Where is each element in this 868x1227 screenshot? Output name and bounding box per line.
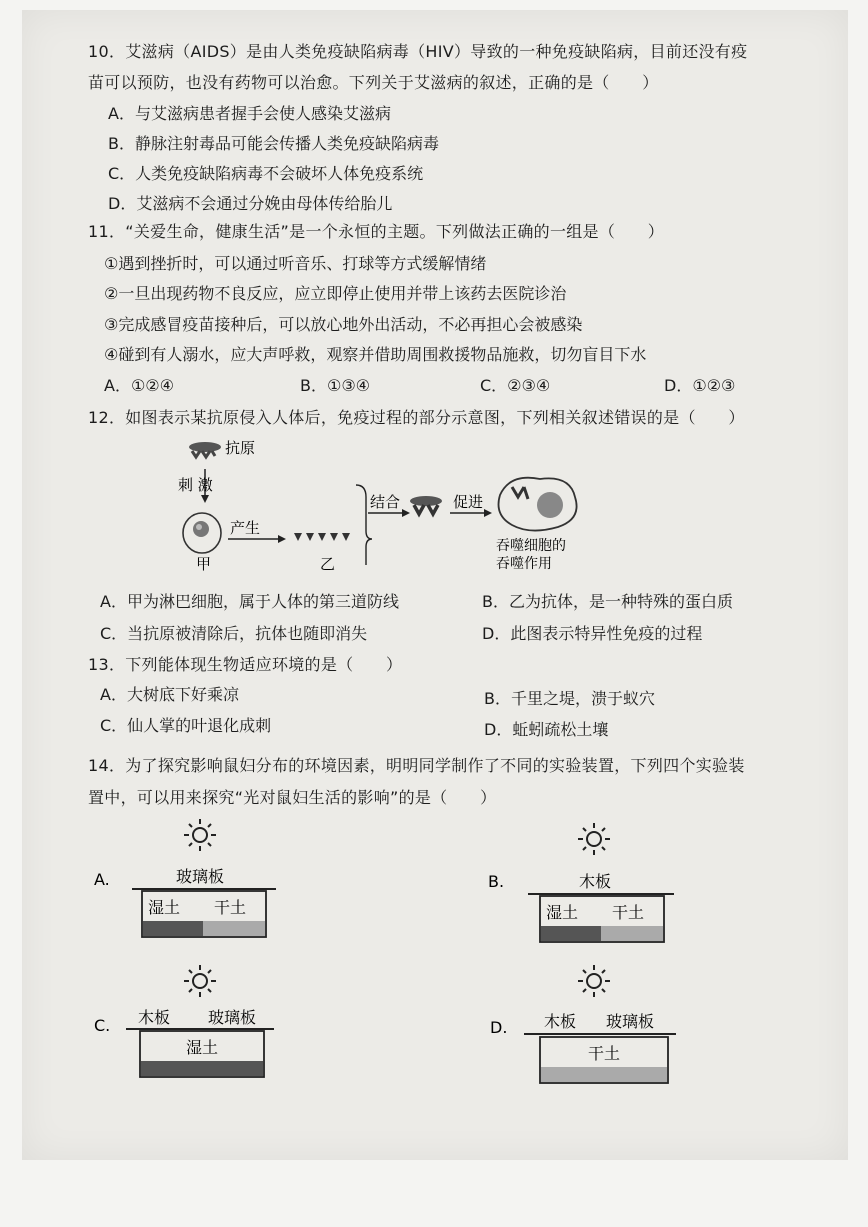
- setup-d-cover-left: 木板: [544, 1012, 577, 1031]
- q11-stem: 11．“关爱生命，健康生活”是一个永恒的主题。下列做法正确的一组是（ ）: [88, 222, 665, 241]
- q11-item-2: ②一旦出现药物不良反应，应立即停止使用并带上该药去医院诊治: [104, 284, 567, 303]
- q11-option-d[interactable]: D．①②③: [664, 376, 736, 395]
- setup-b-letter: B.: [488, 872, 505, 891]
- q12-option-c[interactable]: C．当抗原被清除后，抗体也随即消失: [100, 624, 368, 643]
- sun-icon: [184, 819, 216, 851]
- q11-item-3: ③完成感冒疫苗接种后，可以放心地外出活动，不必再担心会被感染: [104, 315, 583, 334]
- setup-c-letter: C.: [94, 1016, 111, 1035]
- q12-option-d[interactable]: D．此图表示特异性免疫的过程: [482, 624, 703, 643]
- combine-label: 结合: [370, 493, 401, 511]
- q11-option-a[interactable]: A．①②④: [104, 376, 174, 395]
- phagocyte-label-1: 吞噬细胞的: [496, 538, 566, 554]
- q12-option-b[interactable]: B．乙为抗体，是一种特殊的蛋白质: [482, 592, 733, 611]
- q10-stem-line2: 苗可以预防，也没有药物可以治愈。下列关于艾滋病的叙述，正确的是（ ）: [88, 73, 659, 92]
- antibody-icons: [294, 533, 350, 541]
- q10-option-a[interactable]: A．与艾滋病患者握手会使人感染艾滋病: [108, 104, 391, 123]
- setup-d[interactable]: [484, 955, 684, 1090]
- setup-a[interactable]: [90, 815, 290, 945]
- q12-option-a[interactable]: A．甲为淋巴细胞，属于人体的第三道防线: [100, 592, 399, 611]
- setup-c[interactable]: [90, 955, 290, 1085]
- q13-option-d[interactable]: D．蚯蚓疏松土壤: [484, 720, 609, 739]
- cell-a-label: 甲: [196, 555, 212, 573]
- setup-c-cover-right: 玻璃板: [208, 1008, 257, 1027]
- antigen-antibody-complex-icon: [410, 496, 442, 514]
- q12-stem: 12．如图表示某抗原侵入人体后，免疫过程的部分示意图，下列相关叙述错误的是（ ）: [88, 408, 745, 427]
- setup-a-left-soil: 湿土: [148, 898, 181, 917]
- setup-d-letter: D.: [490, 1018, 508, 1037]
- q13-option-a[interactable]: A．大树底下好乘凉: [100, 685, 239, 704]
- setup-c-cover-left: 木板: [138, 1008, 171, 1027]
- setup-d-cover-right: 玻璃板: [606, 1012, 655, 1031]
- antibody-label: 乙: [320, 555, 336, 573]
- immune-process-diagram: [170, 435, 610, 575]
- q13-stem: 13．下列能体现生物适应环境的是（ ）: [88, 655, 403, 674]
- setup-b-right-soil: 干土: [612, 903, 645, 922]
- sun-icon: [578, 823, 610, 855]
- q10-stem-line1: 10．艾滋病（AIDS）是由人类免疫缺陷病毒（HIV）导致的一种免疫缺陷病，目前还没有疫: [88, 42, 748, 61]
- q10-option-c[interactable]: C．人类免疫缺陷病毒不会破坏人体免疫系统: [108, 164, 424, 183]
- q11-item-4: ④碰到有人溺水，应大声呼救，观察并借助周围救援物品施救，切勿盲目下水: [104, 345, 647, 364]
- q14-stem-line2: 置中，可以用来探究“光对鼠妇生活的影响”的是（ ）: [88, 788, 497, 807]
- lymphocyte-cell-icon: [183, 513, 221, 553]
- q14-stem-line1: 14．为了探究影响鼠妇分布的环境因素，明明同学制作了不同的实验装置，下列四个实验装: [88, 756, 745, 775]
- phagocyte-icon: [499, 478, 577, 531]
- setup-b-cover-label: 木板: [579, 872, 612, 891]
- q11-option-b[interactable]: B．①③④: [300, 376, 371, 395]
- sun-icon: [578, 965, 610, 997]
- setup-a-right-soil: 干土: [214, 898, 247, 917]
- q13-option-c[interactable]: C．仙人掌的叶退化成刺: [100, 716, 272, 735]
- q13-option-b[interactable]: B．千里之堤，溃于蚁穴: [484, 689, 655, 708]
- setup-c-soil: 湿土: [186, 1038, 219, 1057]
- antigen-icon: [189, 442, 221, 457]
- promote-label: 促进: [453, 493, 484, 511]
- antigen-label: 抗原: [225, 439, 256, 457]
- setup-d-soil: 干土: [588, 1044, 621, 1063]
- q11-item-1: ①遇到挫折时，可以通过听音乐、打球等方式缓解情绪: [104, 254, 487, 273]
- q10-option-b[interactable]: B．静脉注射毒品可能会传播人类免疫缺陷病毒: [108, 134, 439, 153]
- setup-b[interactable]: [484, 815, 684, 945]
- sun-icon: [184, 965, 216, 997]
- produce-label: 产生: [230, 519, 261, 537]
- setup-a-letter: A.: [94, 870, 110, 889]
- stimulate-label: 刺 激: [178, 476, 213, 494]
- phagocyte-label-2: 吞噬作用: [496, 556, 552, 572]
- setup-b-left-soil: 湿土: [546, 903, 579, 922]
- q11-option-c[interactable]: C．②③④: [480, 376, 551, 395]
- q10-option-d[interactable]: D．艾滋病不会通过分娩由母体传给胎儿: [108, 194, 393, 213]
- setup-a-cover-label: 玻璃板: [176, 867, 225, 886]
